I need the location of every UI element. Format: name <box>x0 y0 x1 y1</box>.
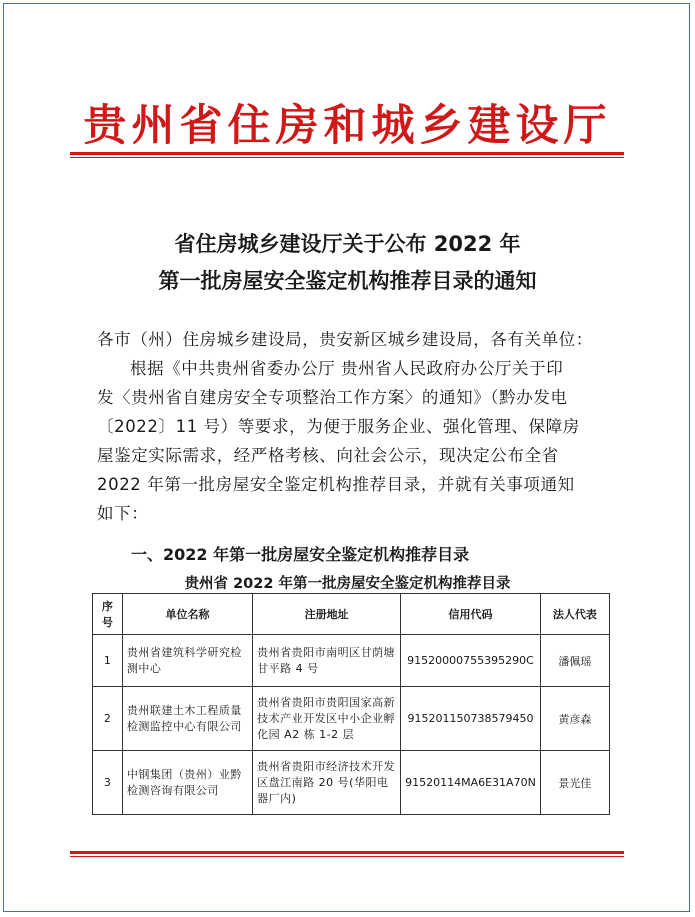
notice-title-line1: 省住房城乡建设厅关于公布 2022 年 <box>174 232 521 256</box>
salutation: 各市（州）住房城乡建设局，贵安新区城乡建设局，各有关单位： <box>97 330 593 349</box>
directory-table <box>92 593 610 815</box>
body-line: 根据《中共贵州省委办公厅 贵州省人民政府办公厅关于印 <box>130 359 564 378</box>
cell-legal-rep: 潘佩瑶 <box>540 635 609 687</box>
footer-divider-thin <box>70 856 624 857</box>
body-line: 屋鉴定实际需求，经严格考核、向社会公示，现决定公布全省 <box>97 446 559 465</box>
col-header-legal-rep: 法人代表 <box>540 594 609 635</box>
table-title: 贵州省 2022 年第一批房屋安全鉴定机构推荐目录 <box>184 576 511 592</box>
table-row <box>93 635 610 687</box>
table-row <box>93 687 610 751</box>
cell-address: 贵州省贵阳市经济技术开发区盘江南路 20 号(华阳电器厂内) <box>253 751 401 815</box>
cell-legal-rep: 黄彦森 <box>540 687 609 751</box>
cell-no: 3 <box>93 751 123 815</box>
cell-no: 2 <box>93 687 123 751</box>
cell-address: 贵州省贵阳市贵阳国家高新技术产业开发区中小企业孵化园 A2 栋 1-2 层 <box>253 687 401 751</box>
cell-name: 中钢集团（贵州）业黔检测咨询有限公司 <box>122 751 252 815</box>
notice-title-line2: 第一批房屋安全鉴定机构推荐目录的通知 <box>158 269 537 293</box>
col-header-credit-code: 信用代码 <box>401 594 541 635</box>
notice-body <box>97 325 607 528</box>
col-header-address: 注册地址 <box>253 594 401 635</box>
footer-divider-thick <box>70 851 624 854</box>
body-line: 2022 年第一批房屋安全鉴定机构推荐目录，并就有关事项通知 <box>97 475 575 494</box>
agency-name-header: 贵州省住房和城乡建设厅 <box>83 101 612 151</box>
table-header-row <box>93 594 610 635</box>
header-divider-thick <box>70 152 624 155</box>
cell-credit-code: 91520000755395290C <box>401 635 541 687</box>
cell-address: 贵州省贵阳市南明区甘荫塘甘平路 4 号 <box>253 635 401 687</box>
cell-credit-code: 915201150738579450 <box>401 687 541 751</box>
cell-name: 贵州联建土木工程质量检测监控中心有限公司 <box>122 687 252 751</box>
header-divider-thin <box>70 157 624 158</box>
col-header-name: 单位名称 <box>122 594 252 635</box>
body-line: 发〈贵州省自建房安全专项整治工作方案〉的通知》（黔办发电 <box>97 388 568 407</box>
col-header-no: 序号 <box>93 594 123 635</box>
cell-name: 贵州省建筑科学研究检测中心 <box>122 635 252 687</box>
cell-credit-code: 91520114MA6E31A70N <box>401 751 541 815</box>
cell-legal-rep: 景光佳 <box>540 751 609 815</box>
table-row <box>93 751 610 815</box>
body-line: 如下： <box>97 504 149 523</box>
section-heading: 一、2022 年第一批房屋安全鉴定机构推荐目录 <box>131 545 470 564</box>
cell-no: 1 <box>93 635 123 687</box>
body-line: 〔2022〕11 号）等要求，为便于服务企业、强化管理、保障房 <box>97 417 580 436</box>
